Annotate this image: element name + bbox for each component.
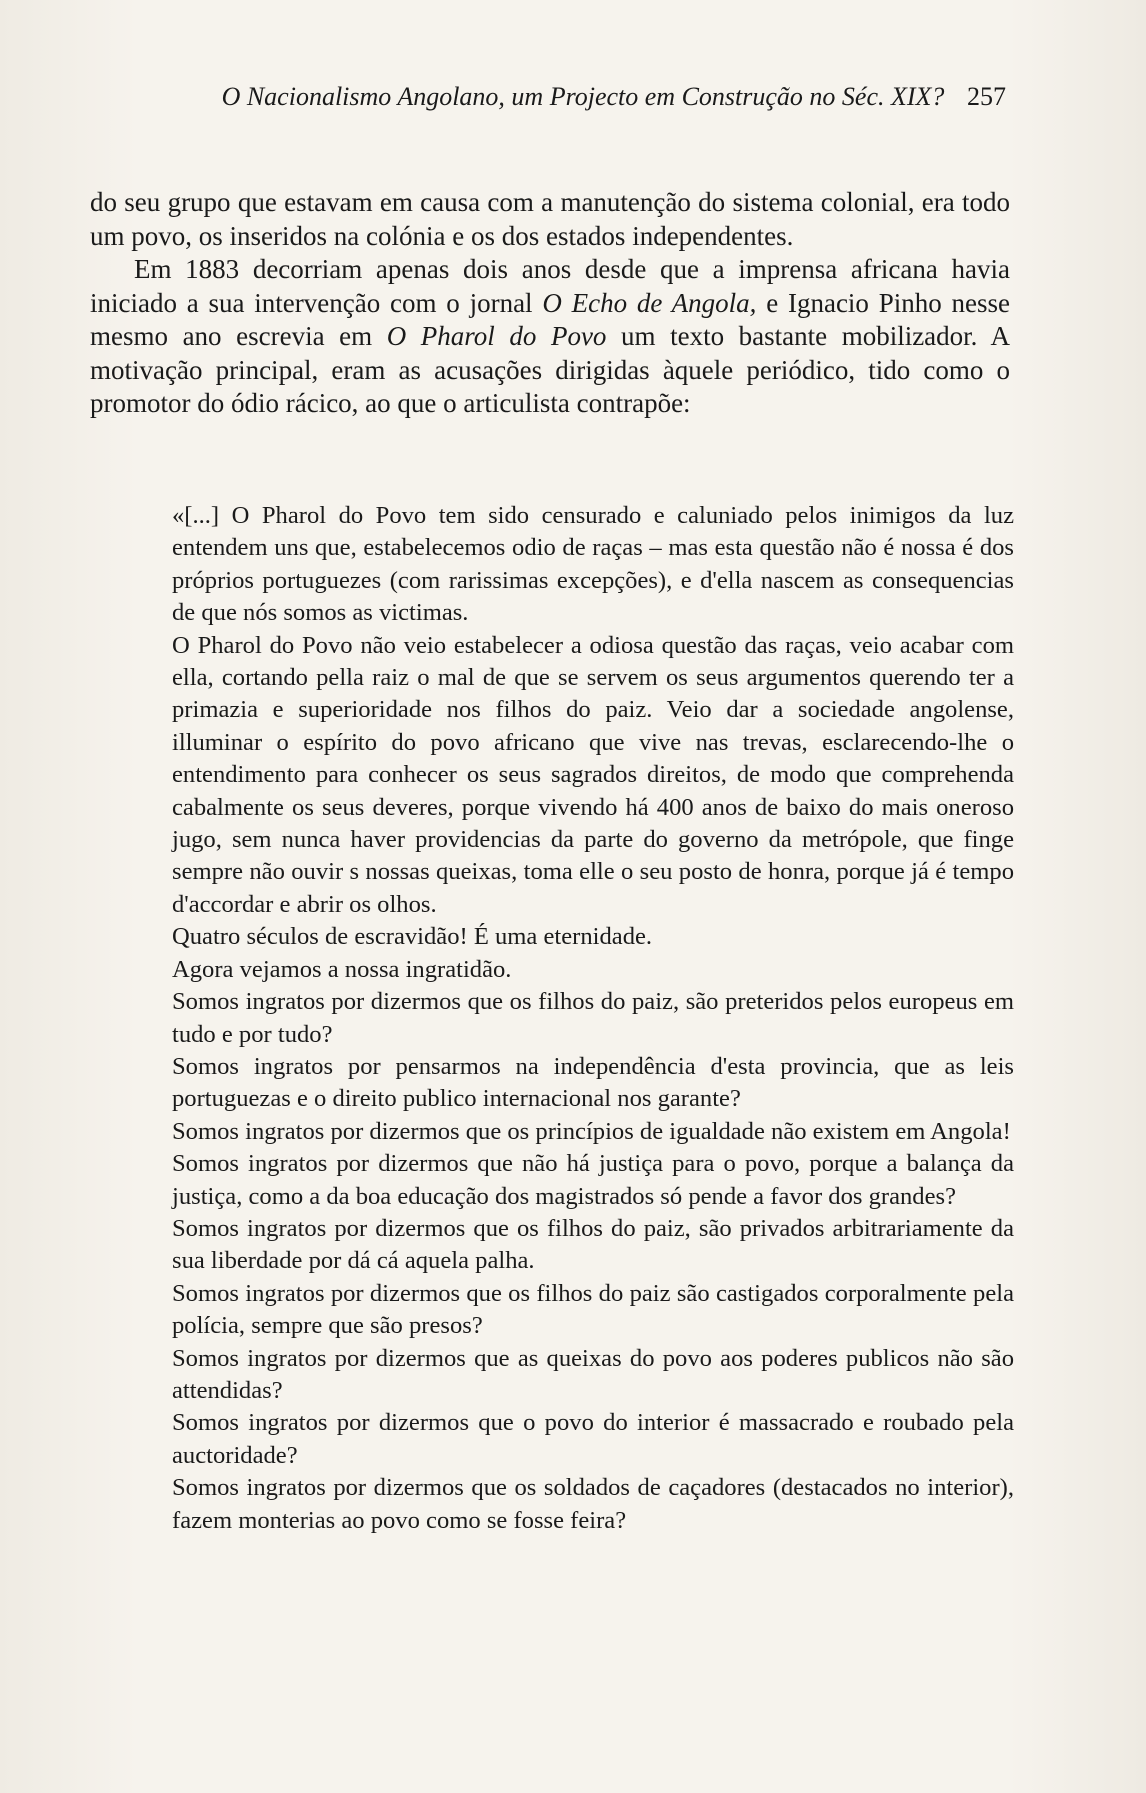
page-number: 257	[967, 82, 1006, 111]
quote-paragraph: Somos ingratos por dizermos que os filhos do paiz são castigados corporalmente pela polícia, sempre que são presos?	[172, 1279, 1014, 1340]
paragraph-2-part-b: e Ignacio Pinho nesse mesmo ano escrevia em	[90, 287, 1011, 351]
quote-paragraph: Somos ingratos por dizermos que os princípios de igualdade não existem em Angola!	[172, 1117, 1011, 1145]
journal-title-pharol: O Pharol do Povo	[386, 321, 607, 351]
paragraph-2	[90, 253, 1010, 421]
quote-paragraph: Somos ingratos por dizermos que as queixas do povo aos poderes publicos não são attendidas?	[172, 1344, 1014, 1404]
quote-paragraph: Somos ingratos por dizermos que o povo do interior é massacrado e roubado pela auctoridade?	[172, 1409, 1014, 1469]
paragraph-2-part-a: Em 1883 decorriam apenas dois anos desde que a imprensa africana havia iniciado a sua intervenção com o jornal	[90, 254, 1010, 318]
quote-paragraph: Somos ingratos por dizermos que os soldados de caçadores (destacados no interior), fazem monterias ao povo como se fosse feira?	[172, 1474, 1014, 1534]
paragraph-1: do seu grupo que estavam em causa com a manutenção do sistema colonial, era todo um povo, os inseridos na colónia e os dos estados independentes.	[90, 187, 1010, 251]
block-quote	[172, 500, 1014, 1537]
quote-paragraph: Somos ingratos por dizermos que os filhos do paiz, são privados arbitrariamente da sua liberdade por dá cá aquela palha.	[172, 1214, 1014, 1275]
running-title: O Nacionalismo Angolano, um Projecto em Construção no Séc. XIX?	[221, 82, 945, 111]
running-header	[160, 82, 1006, 122]
quote-paragraph: Quatro séculos de escravidão! É uma eternidade.	[172, 923, 653, 951]
quote-paragraph: Agora vejamos a nossa ingratidão.	[172, 955, 512, 983]
quote-paragraph: «[...] O Pharol do Povo tem sido censurado e caluniado pelos inimigos da luz entendem uns que, estabelecemos odio de raças – mas esta questão não é nossa é dos próprios portuguezes (com rarissimas excepções), e d'ella nascem as consequencias de que nós somos as victimas.	[172, 502, 1014, 627]
body-text	[90, 186, 1010, 421]
quote-paragraph: Somos ingratos por pensarmos na independência d'esta provincia, que as leis portuguezas e o direito publico internacional nos garante?	[172, 1052, 1014, 1113]
quote-paragraph: Somos ingratos por dizermos que os filhos do paiz, são preteridos pelos europeus em tudo e por tudo?	[172, 988, 1014, 1048]
journal-title-echo: O Echo de Angola,	[542, 287, 757, 318]
quote-paragraph: Somos ingratos por dizermos que não há justiça para o povo, porque a balança da justiça, como a da boa educação dos magistrados só pende a favor dos grandes?	[172, 1150, 1014, 1210]
quote-paragraph: O Pharol do Povo não veio estabelecer a odiosa questão das raças, veio acabar com ella, cortando pella raiz o mal de que se servem os seus argumentos querendo ter a primazia e superioridade nos filhos do paiz. Veio dar a sociedade angolense, illuminar o espírito do povo africano que vive nas trevas, esclarecendo-lhe o entendimento para conhecer os seus sagrados direitos, de modo que comprehenda cabalmente os seus deveres, porque vivendo há 400 anos de baixo do mais oneroso jugo, sem nunca haver providencias da parte do governo da metrópole, que finge sempre não ouvir s nossas queixas, toma elle o seu posto de honra, porque já é tempo d'accordar e abrir os olhos.	[172, 631, 1014, 918]
paragraph-2-part-c: um texto bastante mobilizador. A motivação principal, eram as acusações dirigidas àquele periódico, tido como o promotor do ódio rácico, ao que o articulista contrapõe:	[90, 321, 1011, 418]
